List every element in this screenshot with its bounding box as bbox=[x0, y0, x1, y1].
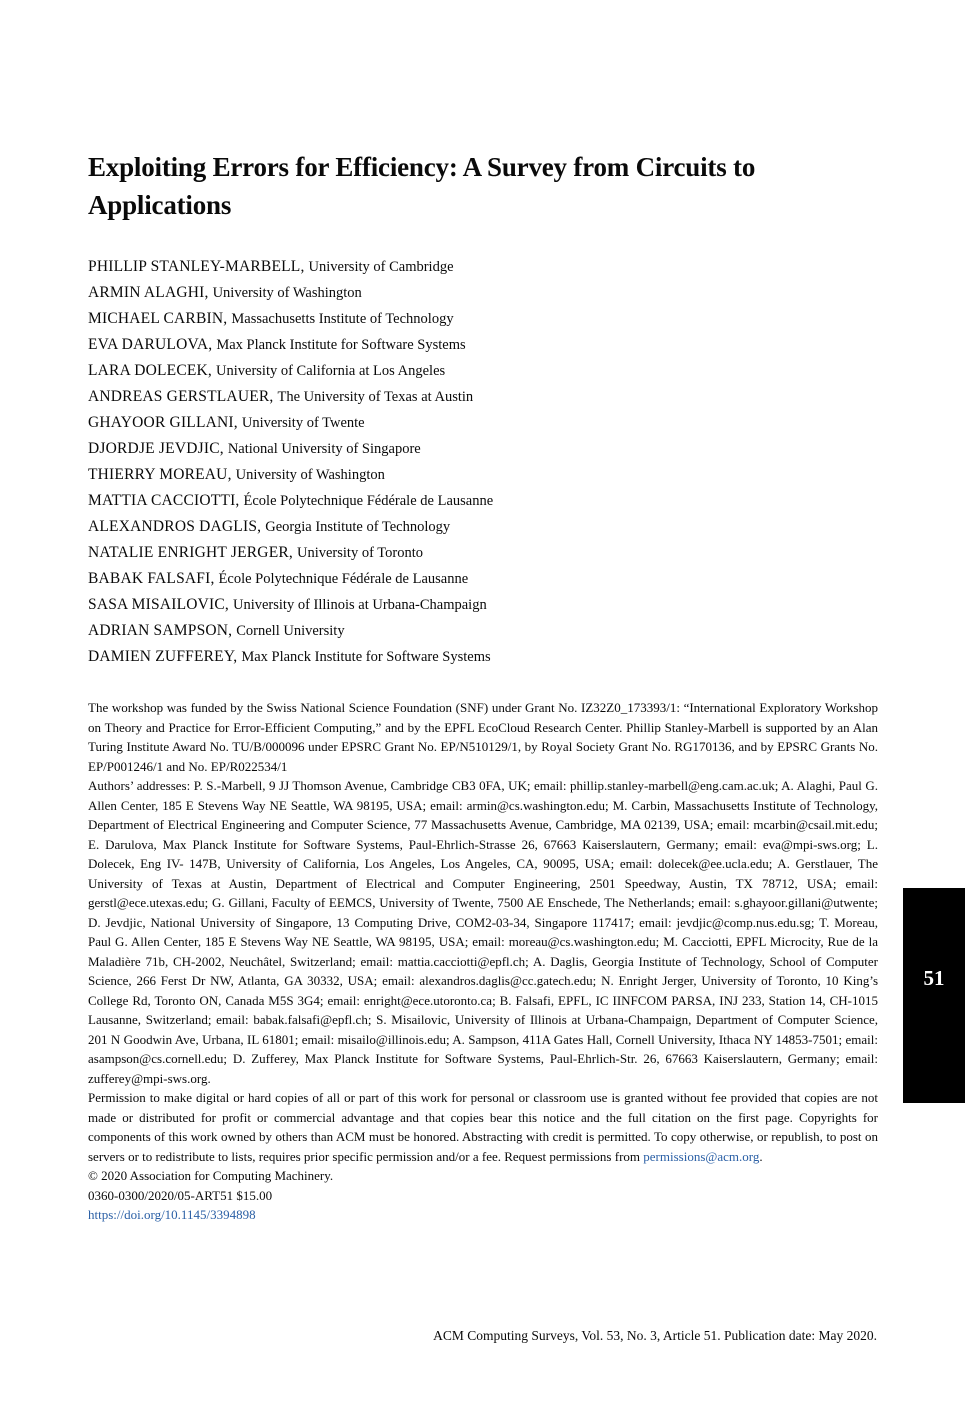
author-affiliation: The University of Texas at Austin bbox=[277, 389, 474, 405]
author-line bbox=[88, 644, 878, 670]
author-line bbox=[88, 332, 878, 358]
author-name: ANDREAS GERSTLAUER, bbox=[88, 388, 274, 405]
author-name: DJORDJE JEVDJIC, bbox=[88, 440, 224, 457]
author-line bbox=[88, 384, 878, 410]
author-line bbox=[88, 618, 878, 644]
doi-line bbox=[88, 1205, 878, 1225]
author-name: EVA DARULOVA, bbox=[88, 336, 213, 353]
author-affiliation: École Polytechnique Fédérale de Lausanne bbox=[218, 571, 469, 587]
author-line bbox=[88, 306, 878, 332]
author-name: ADRIAN SAMPSON, bbox=[88, 622, 233, 639]
paper-title: Exploiting Errors for Efficiency: A Survey from Circuits to Applications bbox=[88, 152, 756, 220]
author-name: MATTIA CACCIOTTI, bbox=[88, 492, 240, 509]
author-list bbox=[88, 254, 878, 670]
copyright-line: © 2020 Association for Computing Machinery. bbox=[88, 1168, 334, 1183]
author-line bbox=[88, 462, 878, 488]
permission-note bbox=[88, 1088, 878, 1166]
author-affiliation: University of Toronto bbox=[297, 545, 423, 561]
text-column bbox=[88, 0, 878, 1225]
author-line bbox=[88, 436, 878, 462]
author-line bbox=[88, 280, 878, 306]
author-affiliation: Massachusetts Institute of Technology bbox=[231, 311, 454, 327]
author-name: GHAYOOR GILLANI, bbox=[88, 414, 238, 431]
author-name: ALEXANDROS DAGLIS, bbox=[88, 518, 262, 535]
author-affiliation: Cornell University bbox=[236, 623, 345, 639]
issn-price-line: 0360-0300/2020/05-ART51 $15.00 bbox=[88, 1187, 273, 1203]
author-name: NATALIE ENRIGHT JERGER, bbox=[88, 544, 293, 561]
author-line bbox=[88, 254, 878, 280]
permission-text-end: . bbox=[759, 1148, 763, 1164]
author-affiliation: University of Washington bbox=[235, 467, 385, 483]
author-name: BABAK FALSAFI, bbox=[88, 570, 215, 587]
author-affiliation: École Polytechnique Fédérale de Lausanne bbox=[243, 493, 494, 509]
author-line bbox=[88, 488, 878, 514]
author-line bbox=[88, 566, 878, 592]
author-affiliation: University of Twente bbox=[241, 415, 365, 431]
page-number: 51 bbox=[923, 966, 945, 990]
author-affiliation: University of Washington bbox=[212, 285, 362, 301]
permission-text: Permission to make digital or hard copies of all or part of this work for personal or classroom use is granted without fee provided that copies are not made or distributed for profit or commercial advantage and that copies bear this notice and the full citation on the first page. Copyrights for components of this work owned by others than ACM must be honored. Abstracting with credit is permitted. To copy otherwise, or republish, to post on servers or to redistribute to lists, requires prior specific permission and/or a fee. Request permissions from bbox=[88, 1090, 878, 1164]
author-affiliation: National University of Singapore bbox=[227, 441, 421, 457]
author-line bbox=[88, 514, 878, 540]
author-affiliation: University of California at Los Angeles bbox=[216, 363, 446, 379]
author-line bbox=[88, 540, 878, 566]
permissions-email-link[interactable]: permissions@acm.org bbox=[643, 1148, 760, 1164]
author-name: LARA DOLECEK, bbox=[88, 362, 213, 379]
author-line bbox=[88, 592, 878, 618]
author-affiliation: Max Planck Institute for Software Systems bbox=[241, 649, 491, 665]
author-name: SASA MISAILOVIC, bbox=[88, 596, 229, 613]
author-name: DAMIEN ZUFFEREY, bbox=[88, 648, 238, 665]
author-affiliation: Georgia Institute of Technology bbox=[265, 519, 451, 535]
author-affiliation: University of Illinois at Urbana-Champaign bbox=[233, 597, 487, 613]
author-name: MICHAEL CARBIN, bbox=[88, 310, 228, 327]
funding-note: The workshop was funded by the Swiss National Science Foundation (SNF) under Grant No. IZ32Z0_173393/1: “International Exploratory Workshop on Theory and Practice for Error-Efficient Computing,” and by the EPFL EcoCloud Research Center. Phillip Stanley-Marbell is supported by an Alan Turing Institute Award No. TU/B/000096 under EPSRC Grant No. EP/N510129/1, by Royal Society Grant No. RG170136, and by EPSRC Grants No. EP/P001246/1 and No. EP/R022534/1 bbox=[88, 700, 878, 774]
author-line bbox=[88, 358, 878, 384]
author-line bbox=[88, 410, 878, 436]
author-affiliation: Max Planck Institute for Software Systems bbox=[216, 337, 466, 353]
author-name: PHILLIP STANLEY-MARBELL, bbox=[88, 258, 305, 275]
page-number-tab bbox=[903, 888, 965, 1103]
first-page-footnotes bbox=[88, 698, 878, 1225]
journal-footer: ACM Computing Surveys, Vol. 53, No. 3, Article 51. Publication date: May 2020. bbox=[433, 1328, 877, 1343]
author-name: THIERRY MOREAU, bbox=[88, 466, 232, 483]
author-name: ARMIN ALAGHI, bbox=[88, 284, 209, 301]
author-affiliation: University of Cambridge bbox=[308, 259, 454, 275]
authors-addresses-note: Authors’ addresses: P. S.-Marbell, 9 JJ Thomson Avenue, Cambridge CB3 0FA, UK; email: phillip.stanley-marbell@eng.cam.ac.uk; A. Alaghi, Paul G. Allen Center, 185 E Stevens Way NE Seattle, WA 98195, USA; email: armin@cs.washington.edu; M. Carbin, Massachusetts Institute of Technology, Department of Electrical Engineering and Computer Science, 77 Massachusetts Avenue, Cambridge, MA 02139, USA; email: mcarbin@csail.mit.edu; E. Darulova, Max Planck Institute for Software Systems, Paul-Ehrlich-Strasse 26, 67663 Kaiserslautern, Germany; email: eva@mpi-sws.org; L. Dolecek, Eng IV- 147B, University of California, Los Angeles, Los Angeles, CA, 90095, USA; email: dolecek@ee.ucla.edu; A. Gerstlauer, The University of Texas at Austin, Department of Electrical and Computer Engineering, 2501 Speedway, Austin, TX 78712, USA; email: gerstl@ece.utexas.edu; G. Gillani, Faculty of EEMCS, University of Twente, 7500 AE Enschede, The Netherlands; email: s.ghayoor.gillani@utwente; D. Jevdjic, National University of Singapore, 13 Computing Drive, COM2-03-34, Singapore 117417; email: jevdjic@comp.nus.edu.sg; T. Moreau, Paul G. Allen Center, 185 E Stevens Way NE Seattle, WA 98195, USA; email: moreau@cs.washington.edu; M. Cacciotti, EPFL Microcity, Rue de la Maladière 71b, CH-2002, Neuchâtel, Switzerland; email: mattia.cacciotti@epfl.ch; A. Daglis, Georgia Institute of Technology, School of Computer Science, 266 Ferst Dr NW, Atlanta, GA 30332, USA; email: alexandros.daglis@cc.gatech.edu; N. Enright Jerger, University of Toronto, 10 King’s College Rd, Toronto ON, Canada M5S 3G4; email: enright@ece.utoronto.ca; B. Falsafi, EPFL, IC IINFCOM PARSA, INJ 233, Station 14, CH-1015 Lausanne, Switzerland; email: babak.falsafi@epfl.ch; S. Misailovic, University of Illinois at Urbana-Champaign, Department of Computer Science, 201 N Goodwin Ave, Urbana, IL 61801; email: misailo@illinois.edu; A. Sampson, 411A Gates Hall, Cornell University, Ithaca NY 14853-7501; email: asampson@cs.cornell.edu; D. Zufferey, Max Planck Institute for Software Systems, Paul-Ehrlich-Str. 26, 67663 Kaiserslautern, Germany; email: zufferey@mpi-sws.org. bbox=[88, 778, 878, 1086]
doi-link[interactable]: https://doi.org/10.1145/3394898 bbox=[88, 1207, 256, 1222]
